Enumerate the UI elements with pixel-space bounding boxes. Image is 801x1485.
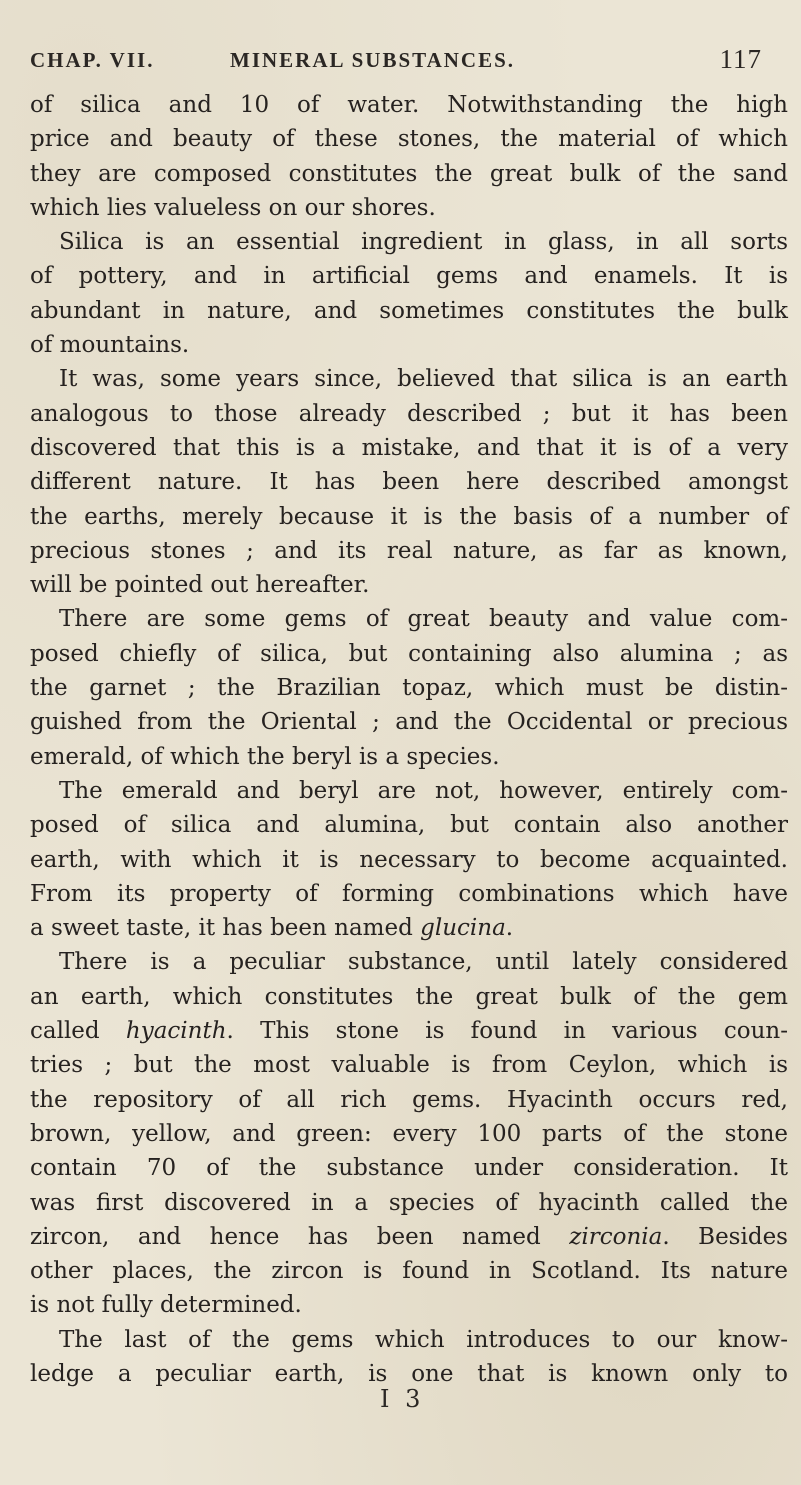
text-line: analogous to those already described ; but it has been <box>30 400 788 427</box>
text-line: brown, yellow, and green: every 100 parts of the stone <box>30 1120 788 1147</box>
text-line: they are composed constitutes the great bulk of the sand <box>30 160 788 187</box>
text-line: The last of the gems which introduces to our know- <box>59 1326 788 1353</box>
text-line: of pottery, and in artificial gems and enamels. It is <box>30 263 788 290</box>
text-line: will be pointed out hereafter. <box>30 572 370 599</box>
text-line: It was, some years since, believed that silica is an earth <box>59 366 788 393</box>
text-line: contain 70 of the substance under consideration. It <box>30 1155 788 1182</box>
text-line: different nature. It has been here described amongst <box>30 469 788 496</box>
text-line: which lies valueless on our shores. <box>30 194 436 221</box>
text-line: of silica and 10 of water. Notwithstanding the high <box>30 92 788 118</box>
text-line: was first discovered in a species of hyacinth called the <box>30 1189 788 1216</box>
text-line: posed of silica and alumina, but contain also another <box>30 812 788 839</box>
text-line: earth, with which it is necessary to become acquainted. <box>30 846 788 873</box>
page-number: 117 <box>719 44 762 74</box>
text-line: the garnet ; the Brazilian topaz, which must be distin- <box>30 675 788 702</box>
text-line: abundant in nature, and sometimes constitutes the bulk <box>30 297 788 324</box>
text-line: a sweet taste, it has been named glucina. <box>30 915 514 942</box>
text-line: From its property of forming combinations which have <box>30 880 788 907</box>
text-line: is not fully determined. <box>30 1292 302 1319</box>
section-title: MINERAL SUBSTANCES. <box>230 48 516 72</box>
text-line: The emerald and beryl are not, however, entirely com- <box>59 777 788 804</box>
running-head <box>30 44 788 76</box>
text-line: the earths, merely because it is the basis of a number of <box>30 503 788 530</box>
chapter-heading: CHAP. VII. <box>30 48 155 72</box>
text-line: precious stones ; and its real nature, as far as known, <box>30 537 788 564</box>
text-line: posed chiefly of silica, but containing also alumina ; as <box>30 640 788 667</box>
printer-signature: I 3 <box>380 1385 425 1413</box>
text-line: guished from the Oriental ; and the Occidental or precious <box>30 709 788 736</box>
body-text <box>30 88 788 1391</box>
text-line: price and beauty of these stones, the material of which <box>30 126 788 153</box>
text-line: emerald, of which the beryl is a species. <box>30 743 500 770</box>
text-line: other places, the zircon is found in Scotland. Its nature <box>30 1258 788 1285</box>
text-line: an earth, which constitutes the great bulk of the gem <box>30 983 788 1010</box>
text-line: called hyacinth. This stone is found in various coun- <box>30 1018 788 1045</box>
text-line: discovered that this is a mistake, and that it is of a very <box>30 434 788 461</box>
text-line: ledge a peculiar earth, is one that is known only to <box>30 1360 788 1387</box>
text-line: the repository of all rich gems. Hyacinth occurs red, <box>30 1086 788 1113</box>
text-line: of mountains. <box>30 332 190 359</box>
text-line: zircon, and hence has been named zirconia. Besides <box>30 1223 788 1250</box>
text-line: Silica is an essential ingredient in glass, in all sorts <box>59 229 788 256</box>
text-line: There are some gems of great beauty and value com- <box>59 606 788 633</box>
text-line: There is a peculiar substance, until lately considered <box>59 949 788 976</box>
text-line: tries ; but the most valuable is from Ceylon, which is <box>30 1052 788 1079</box>
